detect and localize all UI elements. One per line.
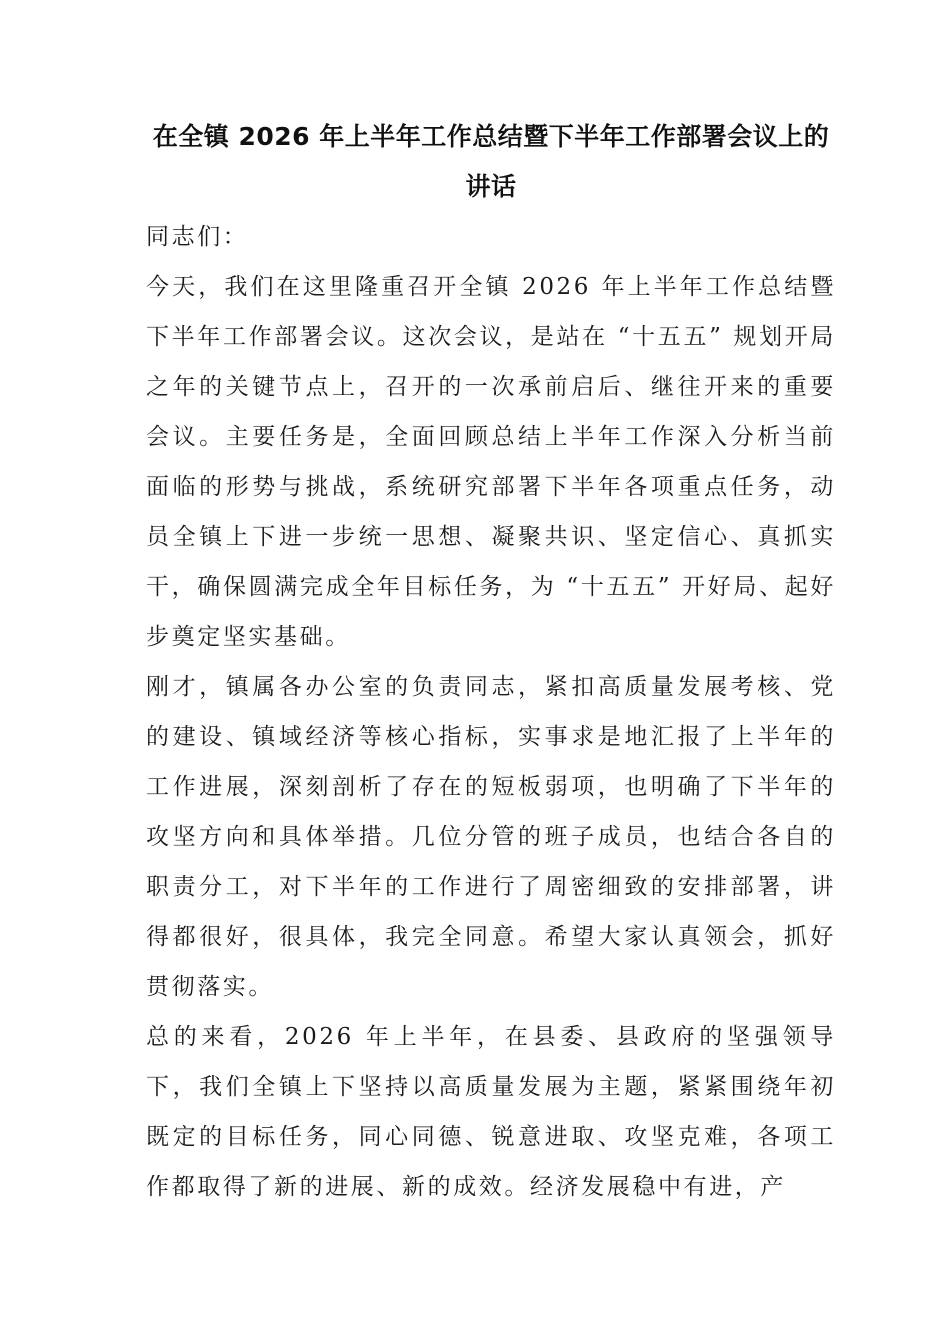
document-page bbox=[146, 112, 836, 1212]
salutation: 同志们： bbox=[146, 224, 249, 250]
document-title: 在全镇 2026 年上半年工作总结暨下半年工作部署会议上的讲话 bbox=[152, 122, 830, 201]
paragraph-opening: 今天，我们在这里隆重召开全镇 2026 年上半年工作总结暨下半年工作部署会议。这次会议，是站在 “十五五” 规划开局之年的关键节点上，召开的一次承前启后、继往开来的重要会议。主要任务是，全面回顾总结上半年工作深入分析当前面临的形势与挑战，系统研究部署下半年各项重点任务，动员全镇上下进一步统一思想、凝聚共识、坚定信心、真抓实干，确保圆满完成全年目标任务，为 “十五五” 开好局、起好步奠定坚实基础。 bbox=[146, 274, 836, 650]
paragraph-overview: 总的来看，2026 年上半年，在县委、县政府的坚强领导下，我们全镇上下坚持以高质量发展为主题，紧紧围绕年初既定的目标任务，同心同德、锐意进取、攻坚克难，各项工作都取得了新的进展、新的成效。经济发展稳中有进，产 bbox=[146, 1024, 836, 1200]
paragraph-reports: 刚才，镇属各办公室的负责同志，紧扣高质量发展考核、党的建设、镇域经济等核心指标，实事求是地汇报了上半年的工作进展，深刻剖析了存在的短板弱项，也明确了下半年的攻坚方向和具体举措。几位分管的班子成员，也结合各自的职责分工，对下半年的工作进行了周密细致的安排部署，讲得都很好，很具体，我完全同意。希望大家认真领会，抓好贯彻落实。 bbox=[146, 674, 836, 1000]
